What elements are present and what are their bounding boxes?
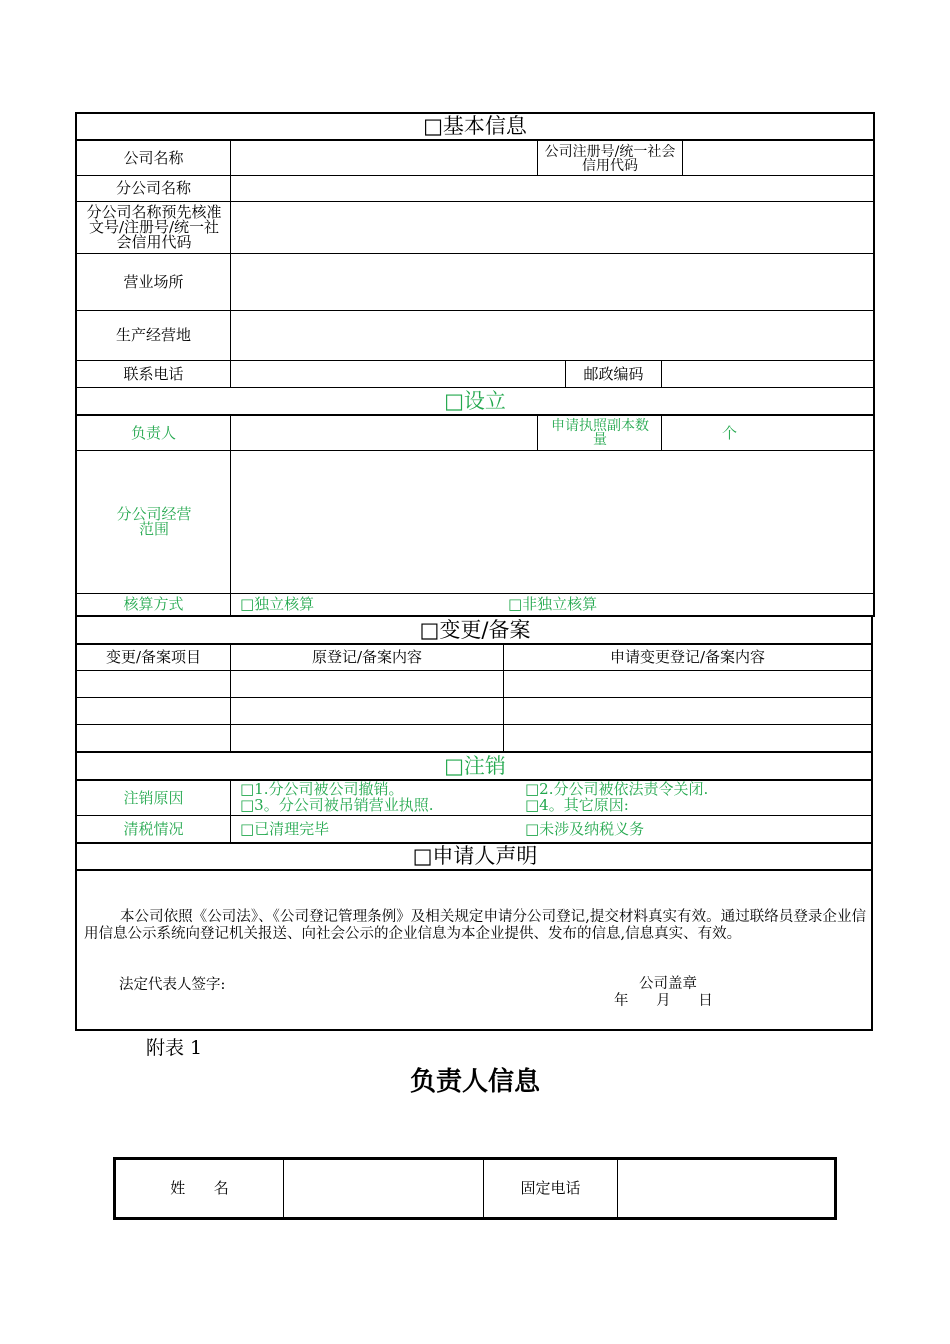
declaration-date-label: 年 月 日 (614, 993, 713, 1009)
cancel-reason-2-checkbox[interactable]: □2.分公司被依法责令关闭. (525, 780, 709, 798)
reg-no-label: 公司注册号/统一社会信用代码 (544, 143, 676, 174)
responsible-person-field[interactable] (231, 416, 537, 450)
business-scope-field[interactable] (231, 451, 873, 593)
business-place-field[interactable] (231, 254, 873, 310)
legal-rep-sign-label: 法定代表人签字: (119, 977, 226, 993)
form-border-bottom (75, 1029, 873, 1031)
license-copies-label: 申请执照副本数量 (551, 418, 649, 448)
section-header-setup: □设立 (444, 388, 506, 413)
license-copies-field[interactable] (662, 416, 797, 450)
accounting-dependent-checkbox[interactable]: □非独立核算 (508, 595, 598, 613)
accounting-independent-checkbox[interactable]: □独立核算 (240, 595, 315, 613)
change-item-header: 变更/备案项目 (105, 648, 202, 666)
cancel-reason-1-checkbox[interactable]: □1.分公司被公司撤销。 (240, 780, 404, 798)
section-header-basic: □基本信息 (423, 114, 527, 138)
tax-status-label: 清税情况 (123, 819, 184, 838)
branch-name-field[interactable] (231, 176, 873, 201)
license-copies-unit: 个 (721, 423, 737, 442)
company-name-label: 公司名称 (123, 148, 184, 167)
section-header-cancel: □注销 (444, 753, 506, 778)
change-row-2-original[interactable] (231, 698, 503, 724)
cancel-reason-label: 注销原因 (123, 788, 184, 807)
form-border-right-top (873, 112, 875, 617)
annex-label: 附表 1 (146, 1037, 203, 1059)
change-row-3-requested[interactable] (504, 725, 871, 751)
change-row-1-original[interactable] (231, 671, 503, 697)
change-row-1-item[interactable] (77, 671, 230, 697)
section-header-change: □变更/备案 (419, 618, 531, 642)
business-scope-label: 分公司经营范围 (116, 505, 192, 538)
prev-approval-label: 分公司名称预先核准文号/注册号/统一社会信用代码 (86, 203, 222, 251)
accounting-label: 核算方式 (123, 595, 184, 613)
change-row-3-item[interactable] (77, 725, 230, 751)
tax-not-applicable-checkbox[interactable]: □未涉及纳税义务 (525, 819, 645, 838)
legal-rep-sign-field[interactable] (250, 973, 450, 997)
change-row-3-original[interactable] (231, 725, 503, 751)
reg-no-field[interactable] (683, 141, 873, 175)
responsible-person-label: 负责人 (130, 423, 176, 442)
original-content-header: 原登记/备案内容 (311, 648, 423, 666)
phone-field[interactable] (231, 361, 565, 387)
phone-label: 联系电话 (123, 364, 184, 383)
prev-approval-field[interactable] (231, 202, 873, 253)
postcode-label: 邮政编码 (583, 364, 644, 383)
company-seal-label: 公司盖章 (639, 976, 697, 992)
production-site-label: 生产经营地 (115, 326, 191, 344)
postcode-field[interactable] (662, 361, 873, 387)
annex-name-field[interactable] (284, 1160, 483, 1217)
annex-fixed-phone-field[interactable] (618, 1160, 834, 1217)
form-border-right-bottom (871, 616, 873, 1031)
section-header-declaration: □申请人声明 (412, 844, 538, 868)
annex-title: 负责人信息 (409, 1067, 540, 1097)
company-name-field[interactable] (231, 141, 537, 175)
change-row-1-requested[interactable] (504, 671, 871, 697)
change-row-2-requested[interactable] (504, 698, 871, 724)
branch-name-label: 分公司名称 (115, 179, 191, 197)
production-site-field[interactable] (231, 311, 873, 360)
declaration-text: 本公司依照《公司法》、《公司登记管理条例》及相关规定申请分公司登记,提交材料真实有效。通过联络员登录企业信用信息公示系统向登记机关报送、向社会公示的企业信息为本企业提供、发布的信息,信息真实、有效。 (84, 909, 866, 942)
annex-fixed-phone-label: 固定电话 (520, 1179, 581, 1197)
cancel-reason-4-checkbox[interactable]: □4。其它原因: (525, 796, 629, 814)
annex-name-label: 姓 名 (170, 1179, 229, 1197)
tax-cleared-checkbox[interactable]: □已清理完毕 (240, 819, 330, 838)
business-place-label: 营业场所 (123, 272, 184, 291)
cancel-reason-3-checkbox[interactable]: □3。分公司被吊销营业执照. (240, 796, 434, 814)
requested-content-header: 申请变更登记/备案内容 (609, 648, 766, 666)
form-border-left (75, 112, 77, 1031)
change-row-2-item[interactable] (77, 698, 230, 724)
